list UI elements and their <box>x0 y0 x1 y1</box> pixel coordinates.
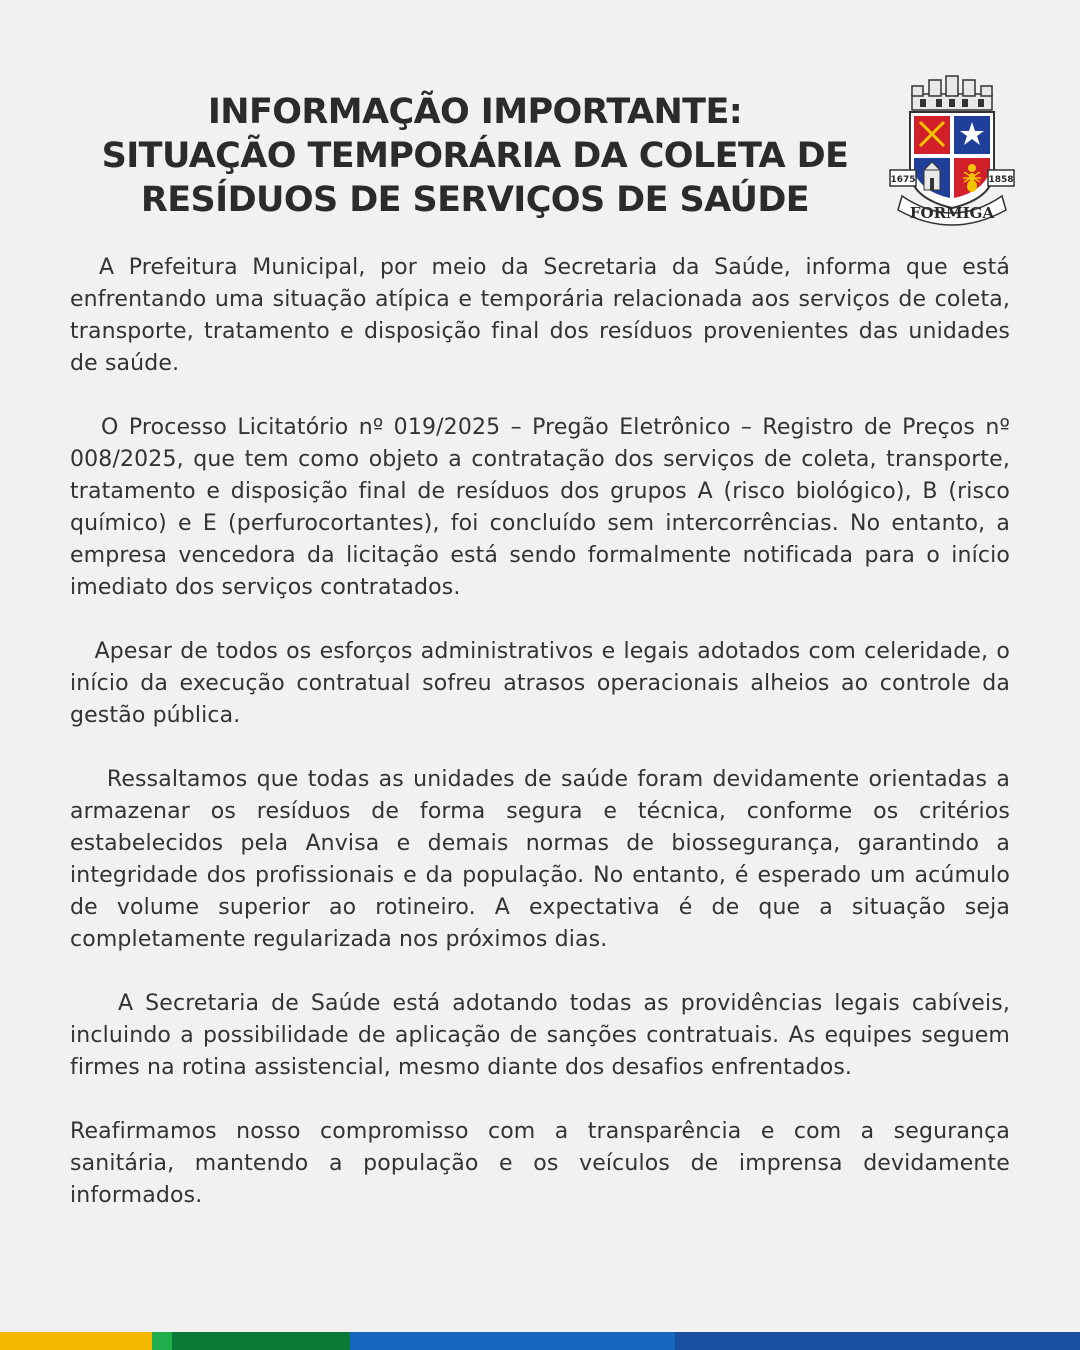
crest-name: FORMIGA <box>909 204 995 222</box>
title-line-2: SITUAÇÃO TEMPORÁRIA DA COLETA DE <box>101 136 849 176</box>
city-crest-logo <box>888 74 1016 226</box>
paragraph-commitment: Reafirmamos nosso compromisso com a transparência e com a segurança sanitária, mantendo a população e os veículos de imprensa devidamente informados. <box>70 1119 1010 1208</box>
crown-icon <box>912 76 992 110</box>
bottom-color-bar <box>0 1332 1080 1350</box>
shield-icon <box>910 112 994 208</box>
bar-segment-blue <box>350 1332 675 1350</box>
bar-segment-green <box>172 1332 350 1350</box>
title-line-1: INFORMAÇÃO IMPORTANTE: <box>207 92 743 132</box>
bar-segment-light-green <box>152 1332 172 1350</box>
paragraph-measures: A Secretaria de Saúde está adotando todas as providências legais cabíveis, incluindo a possibilidade de aplicação de sanções contratuais. As equipes seguem firmes na rotina assistencial, mesmo diante dos desafios enfrentados. <box>70 991 1010 1080</box>
paragraph-orientation: Ressaltamos que todas as unidades de saúde foram devidamente orientadas a armazenar os resíduos de forma segura e técnica, conforme os critérios estabelecidos pela Anvisa e demais normas de biossegurança, garantindo a integridade dos profissionais e da população. No entanto, é esperado um acúmulo de volume superior ao rotineiro. A expectativa é de que a situação seja completamente regularizada nos próximos dias. <box>70 767 1010 952</box>
paragraph-intro: A Prefeitura Municipal, por meio da Secretaria da Saúde, informa que está enfrentando uma situação atípica e temporária relacionada aos serviços de coleta, transporte, tratamento e disposição final dos resíduos provenientes das unidades de saúde. <box>70 255 1010 376</box>
crest-year-left: 1675 <box>890 175 916 185</box>
crest-year-right: 1858 <box>988 175 1014 185</box>
title-line-3: RESÍDUOS DE SERVIÇOS DE SAÚDE <box>140 180 810 220</box>
notice-body <box>70 252 1010 1244</box>
paragraph-delays: Apesar de todos os esforços administrativos e legais adotados com celeridade, o início da execução contratual sofreu atrasos operacionais alheios ao controle da gestão pública. <box>70 639 1010 728</box>
page-header <box>60 90 890 222</box>
bar-segment-dark-blue <box>675 1332 1080 1350</box>
paragraph-process: O Processo Licitatório nº 019/2025 – Pregão Eletrônico – Registro de Preços nº 008/2025, que tem como objeto a contratação dos serviços de coleta, transporte, tratamento e disposição final de resíduos dos grupos A (risco biológico), B (risco químico) e E (perfurocortantes), foi concluído sem intercorrências. No entanto, a empresa vencedora da licitação está sendo formalmente notificada para o início imediato dos serviços contratados. <box>70 415 1010 600</box>
bar-segment-yellow <box>0 1332 152 1350</box>
